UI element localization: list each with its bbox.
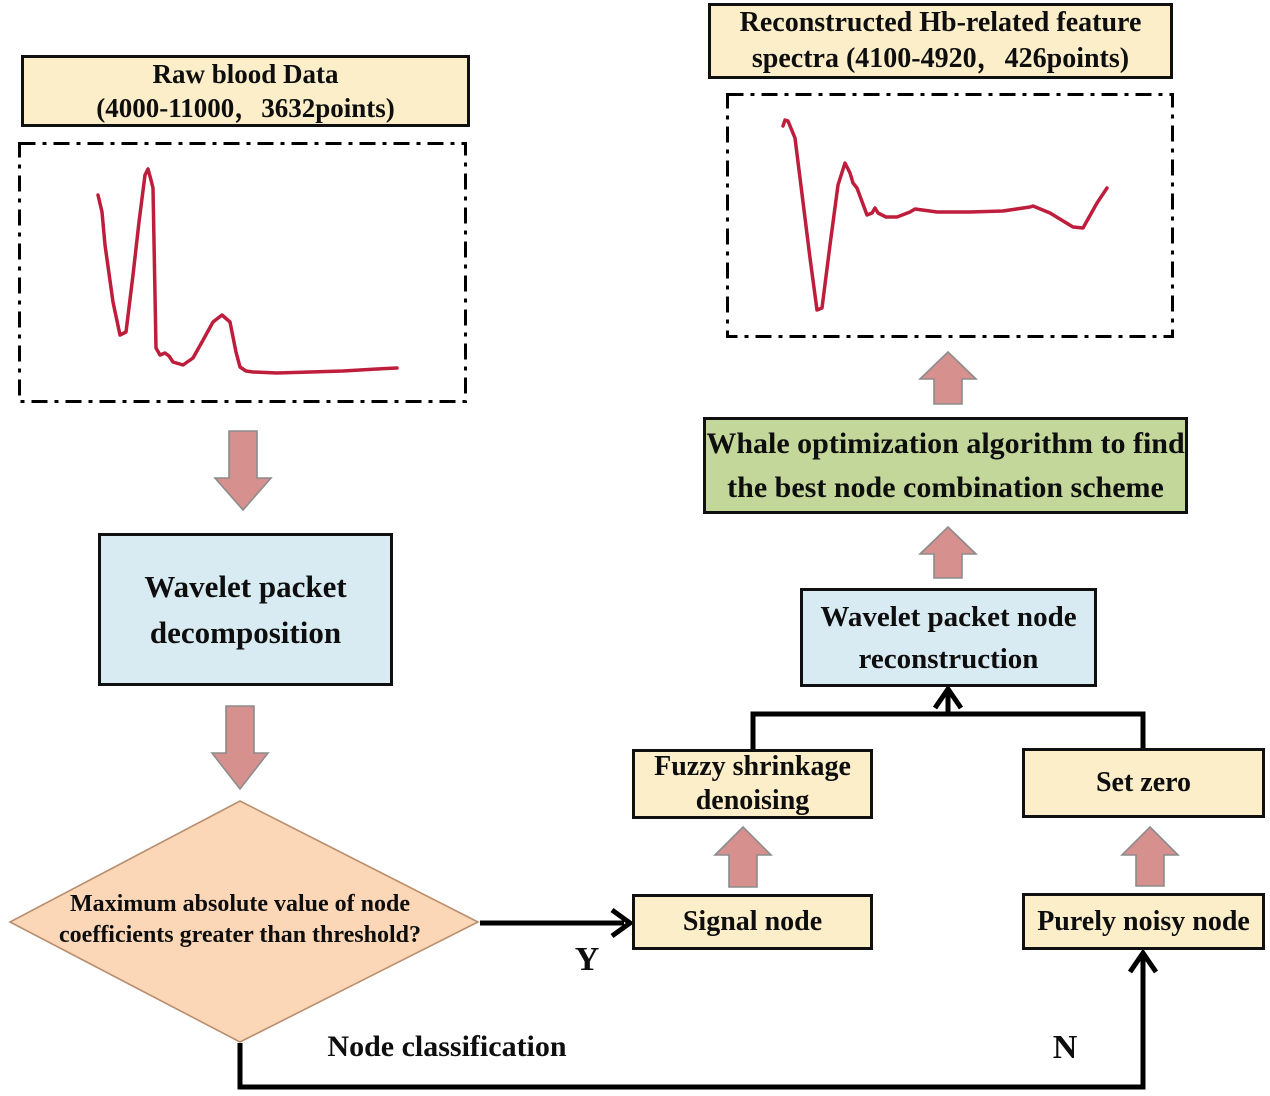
node-classification-label: Node classification	[327, 1030, 567, 1063]
arrow-whale-to-spectra	[920, 352, 976, 404]
raw-data-title-line2: (4000-11000，3632points)	[96, 93, 395, 123]
arrow-signal-to-fuzzy	[715, 827, 771, 887]
node-reconstruction-box	[800, 588, 1097, 687]
connector-branches-to-reconstruction	[753, 714, 1143, 750]
arrow-reconstruction-to-whale	[920, 527, 976, 578]
arrow-decomposition-to-decision	[212, 706, 268, 789]
arrow-rawdata-to-decomposition	[215, 431, 271, 510]
purely-noisy-label: Purely noisy node	[1037, 905, 1250, 937]
decision-line2: coefficients greater than threshold?	[59, 922, 421, 948]
node-reconstruction-line1: Wavelet packet node	[820, 600, 1077, 633]
raw-spectrum-curve	[98, 169, 397, 373]
arrow-noisy-to-setzero	[1122, 827, 1178, 886]
wavelet-decomposition-box	[98, 533, 393, 686]
set-zero-box	[1022, 748, 1265, 818]
reconstructed-spectrum-chart	[726, 93, 1174, 338]
reconstructed-title-line2: spectra (4100-4920，426points)	[751, 43, 1130, 74]
reconstructed-spectrum-curve	[783, 120, 1107, 310]
raw-spectrum-frame	[20, 144, 466, 402]
fuzzy-denoising-box	[632, 749, 873, 819]
set-zero-label: Set zero	[1095, 767, 1192, 798]
wavelet-decomposition-line2: decomposition	[149, 614, 342, 650]
decision-line1: Maximum absolute value of node	[69, 891, 410, 917]
node-reconstruction-line2: reconstruction	[858, 642, 1039, 675]
whale-line1: Whale optimization algorithm to find	[706, 426, 1185, 460]
raw-data-label-box	[21, 55, 470, 127]
raw-spectrum-chart	[18, 142, 467, 403]
fuzzy-line1: Fuzzy shrinkage	[654, 751, 851, 782]
wavelet-decomposition-line1: Wavelet packet	[144, 568, 347, 604]
decision-diamond-text	[30, 889, 450, 951]
reconstructed-label-box	[708, 3, 1173, 79]
fuzzy-line2: denoising	[695, 785, 810, 816]
signal-node-box	[632, 894, 873, 950]
connector-decision-to-noisy	[240, 957, 1143, 1087]
whale-line2: the best node combination scheme	[727, 470, 1164, 504]
raw-data-title-line1: Raw blood Data	[152, 59, 339, 89]
no-branch-label: N	[1052, 1029, 1078, 1066]
signal-node-label: Signal node	[682, 906, 823, 937]
whale-optimization-box	[703, 417, 1188, 514]
reconstructed-title-line1: Reconstructed Hb-related feature	[739, 7, 1142, 38]
yes-branch-label: Y	[574, 941, 600, 978]
reconstructed-spectrum-frame	[728, 95, 1173, 337]
purely-noisy-node-box	[1022, 893, 1265, 950]
